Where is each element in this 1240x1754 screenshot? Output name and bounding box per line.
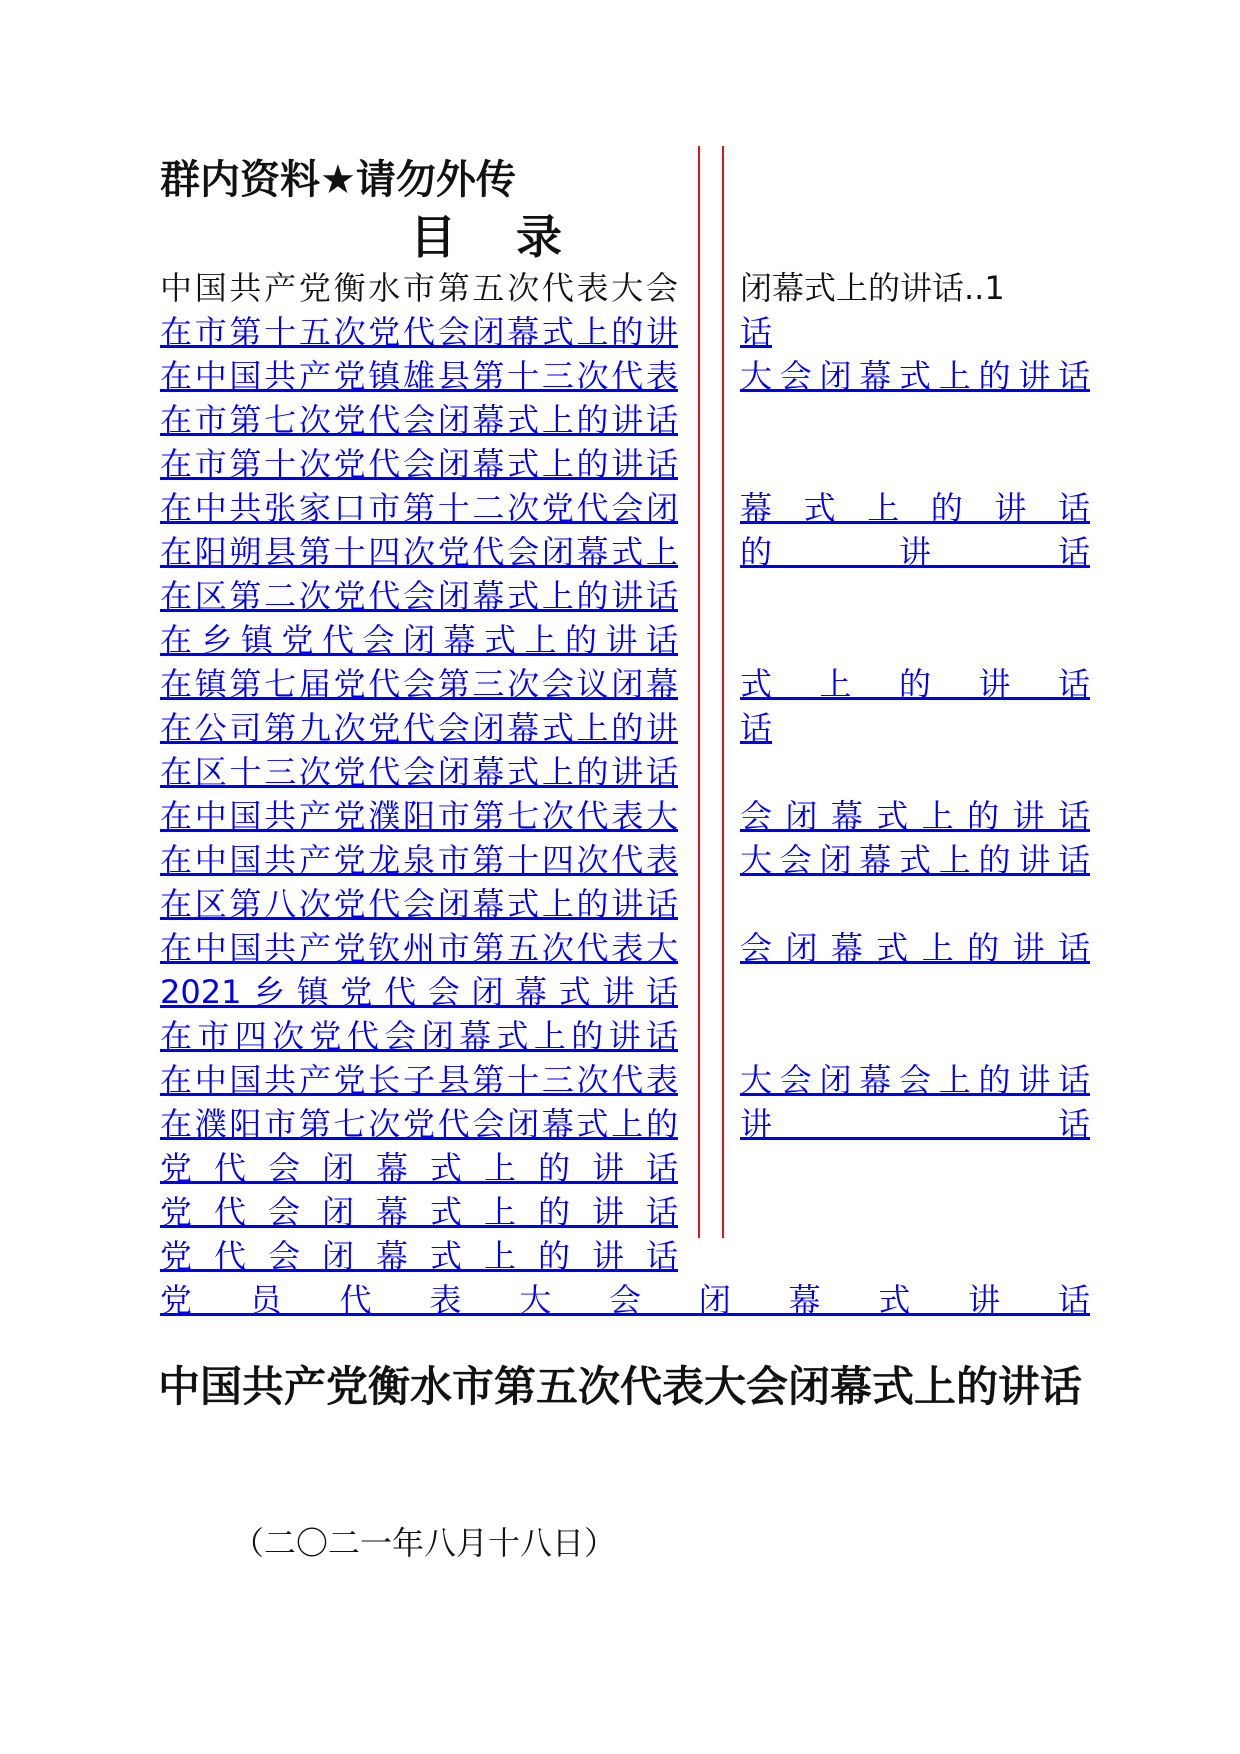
toc-entry-left-12[interactable]	[160, 750, 678, 794]
toc-entry-left-14[interactable]	[160, 838, 678, 882]
article-date: （二〇二一年八月十八日）	[232, 1524, 617, 1562]
toc-entry-left-16[interactable]	[160, 926, 678, 970]
toc-entry-right-16[interactable]	[740, 926, 1090, 970]
toc-entry-text[interactable]: 式上的讲话	[740, 665, 1090, 703]
toc-entry-text[interactable]: 在市第十五次党代会闭幕式上的讲	[160, 313, 678, 351]
toc-entry-text[interactable]: 2021乡镇党代会闭幕式讲话	[160, 973, 678, 1011]
toc-entry-right-13[interactable]	[740, 794, 1090, 838]
toc-entry-right-19[interactable]	[740, 1058, 1090, 1102]
toc-entry-right-9	[740, 618, 1090, 662]
toc-entry-left-13[interactable]	[160, 794, 678, 838]
toc-entry-text[interactable]: 大会闭幕会上的讲话	[740, 1061, 1090, 1099]
red-column-divider-left	[698, 146, 700, 1238]
toc-entry-left-7[interactable]	[160, 530, 678, 574]
toc-entry-right-15	[740, 882, 1090, 926]
toc-entry-text[interactable]: 大会闭幕式上的讲话	[740, 357, 1090, 395]
toc-entry-text[interactable]: 在区十三次党代会闭幕式上的讲话	[160, 753, 678, 791]
toc-entry-text[interactable]: 党代会闭幕式上的讲话	[160, 1149, 678, 1187]
toc-entry-left-6[interactable]	[160, 486, 678, 530]
toc-entry-text[interactable]: 大会闭幕式上的讲话	[740, 841, 1090, 879]
article-title: 中国共产党衡水市第五次代表大会闭幕式上的讲话	[157, 1362, 1082, 1411]
toc-entry-right-1	[740, 266, 1090, 310]
toc-entry-text[interactable]: 会闭幕式上的讲话	[740, 929, 1090, 967]
toc-entry-left-17[interactable]	[160, 970, 678, 1014]
confidential-notice: 群内资料★请勿外传	[160, 157, 516, 203]
toc-entry-text[interactable]: 在乡镇党代会闭幕式上的讲话	[160, 621, 678, 659]
toc-entry-text[interactable]: 讲话	[740, 1105, 1090, 1143]
toc-entry-text[interactable]: 话	[740, 709, 773, 747]
red-column-divider-right	[722, 146, 724, 1238]
toc-entry-right-3[interactable]	[740, 354, 1090, 398]
toc-entry-right-4	[740, 398, 1090, 442]
toc-entry-text[interactable]: 在中国共产党长子县第十三次代表	[160, 1061, 678, 1099]
toc-entry-left-5[interactable]	[160, 442, 678, 486]
toc-entry-left-11[interactable]	[160, 706, 678, 750]
toc-entry-right-7[interactable]	[740, 530, 1090, 574]
toc-entry-right-12	[740, 750, 1090, 794]
toc-entry-left-9[interactable]	[160, 618, 678, 662]
toc-entry-text[interactable]: 在市第十次党代会闭幕式上的讲话	[160, 445, 678, 483]
toc-entry-right-8	[740, 574, 1090, 618]
toc-entry-right-23	[740, 1234, 1090, 1278]
toc-entry-left-2[interactable]	[160, 310, 678, 354]
toc-entry-text[interactable]: 党代会闭幕式上的讲话	[160, 1237, 678, 1275]
toc-entry-right-10[interactable]	[740, 662, 1090, 706]
toc-entry-text[interactable]: 在市四次党代会闭幕式上的讲话	[160, 1017, 678, 1055]
toc-entry-text[interactable]: 在区第八次党代会闭幕式上的讲话	[160, 885, 678, 923]
toc-entry-right-20[interactable]	[740, 1102, 1090, 1146]
toc-entry-left-19[interactable]	[160, 1058, 678, 1102]
toc-entry-right-22	[740, 1190, 1090, 1234]
toc-entry-right-5	[740, 442, 1090, 486]
toc-entry-right-17	[740, 970, 1090, 1014]
toc-entry-left-1	[160, 266, 678, 310]
toc-entry-text: 中国共产党衡水市第五次代表大会	[160, 269, 678, 307]
toc-entry-text[interactable]: 幕式上的讲话	[740, 489, 1090, 527]
toc-entry-text[interactable]: 话	[740, 313, 773, 351]
toc-entry-right-6[interactable]	[740, 486, 1090, 530]
toc-heading: 目 录	[410, 210, 585, 264]
toc-entry-text[interactable]: 在中国共产党钦州市第五次代表大	[160, 929, 678, 967]
toc-entry-text[interactable]: 在濮阳市第七次党代会闭幕式上的	[160, 1105, 678, 1143]
toc-entry-text[interactable]: 在市第七次党代会闭幕式上的讲话	[160, 401, 678, 439]
toc-entry-left-18[interactable]	[160, 1014, 678, 1058]
toc-right-column	[740, 266, 1090, 1278]
toc-left-column	[160, 266, 678, 1278]
toc-entry-right-14[interactable]	[740, 838, 1090, 882]
toc-entry-text[interactable]: 在区第二次党代会闭幕式上的讲话	[160, 577, 678, 615]
toc-entry-text[interactable]: 会闭幕式上的讲话	[740, 797, 1090, 835]
toc-entry-left-22[interactable]	[160, 1190, 678, 1234]
toc-entry-left-10[interactable]	[160, 662, 678, 706]
toc-entry-text[interactable]: 党代会闭幕式上的讲话	[160, 1193, 678, 1231]
toc-entry-text[interactable]: 在阳朔县第十四次党代会闭幕式上	[160, 533, 678, 571]
toc-entry-text[interactable]: 在镇第七届党代会第三次会议闭幕	[160, 665, 678, 703]
toc-entry-right-11[interactable]	[740, 706, 1090, 750]
toc-entry-text[interactable]: 在公司第九次党代会闭幕式上的讲	[160, 709, 678, 747]
toc-entry-left-15[interactable]	[160, 882, 678, 926]
toc-entry-left-8[interactable]	[160, 574, 678, 618]
toc-entry-right-2[interactable]	[740, 310, 1090, 354]
toc-entry-right-21	[740, 1146, 1090, 1190]
toc-entry-left-4[interactable]	[160, 398, 678, 442]
toc-entry-left-20[interactable]	[160, 1102, 678, 1146]
toc-entry-last[interactable]	[160, 1278, 1090, 1322]
toc-entry-text[interactable]: 在中国共产党镇雄县第十三次代表	[160, 357, 678, 395]
toc-entry-left-21[interactable]	[160, 1146, 678, 1190]
toc-entry-left-23[interactable]	[160, 1234, 678, 1278]
toc-entry-text[interactable]: 在中国共产党龙泉市第十四次代表	[160, 841, 678, 879]
toc-entry-link[interactable]: 党员代表大会闭幕式讲话	[160, 1281, 1090, 1319]
toc-entry-right-18	[740, 1014, 1090, 1058]
toc-entry-left-3[interactable]	[160, 354, 678, 398]
toc-entry-text[interactable]: 的讲话	[740, 533, 1090, 571]
toc-entry-text: 闭幕式上的讲话..1	[740, 269, 1005, 307]
toc-entry-text[interactable]: 在中共张家口市第十二次党代会闭	[160, 489, 678, 527]
toc-entry-text[interactable]: 在中国共产党濮阳市第七次代表大	[160, 797, 678, 835]
